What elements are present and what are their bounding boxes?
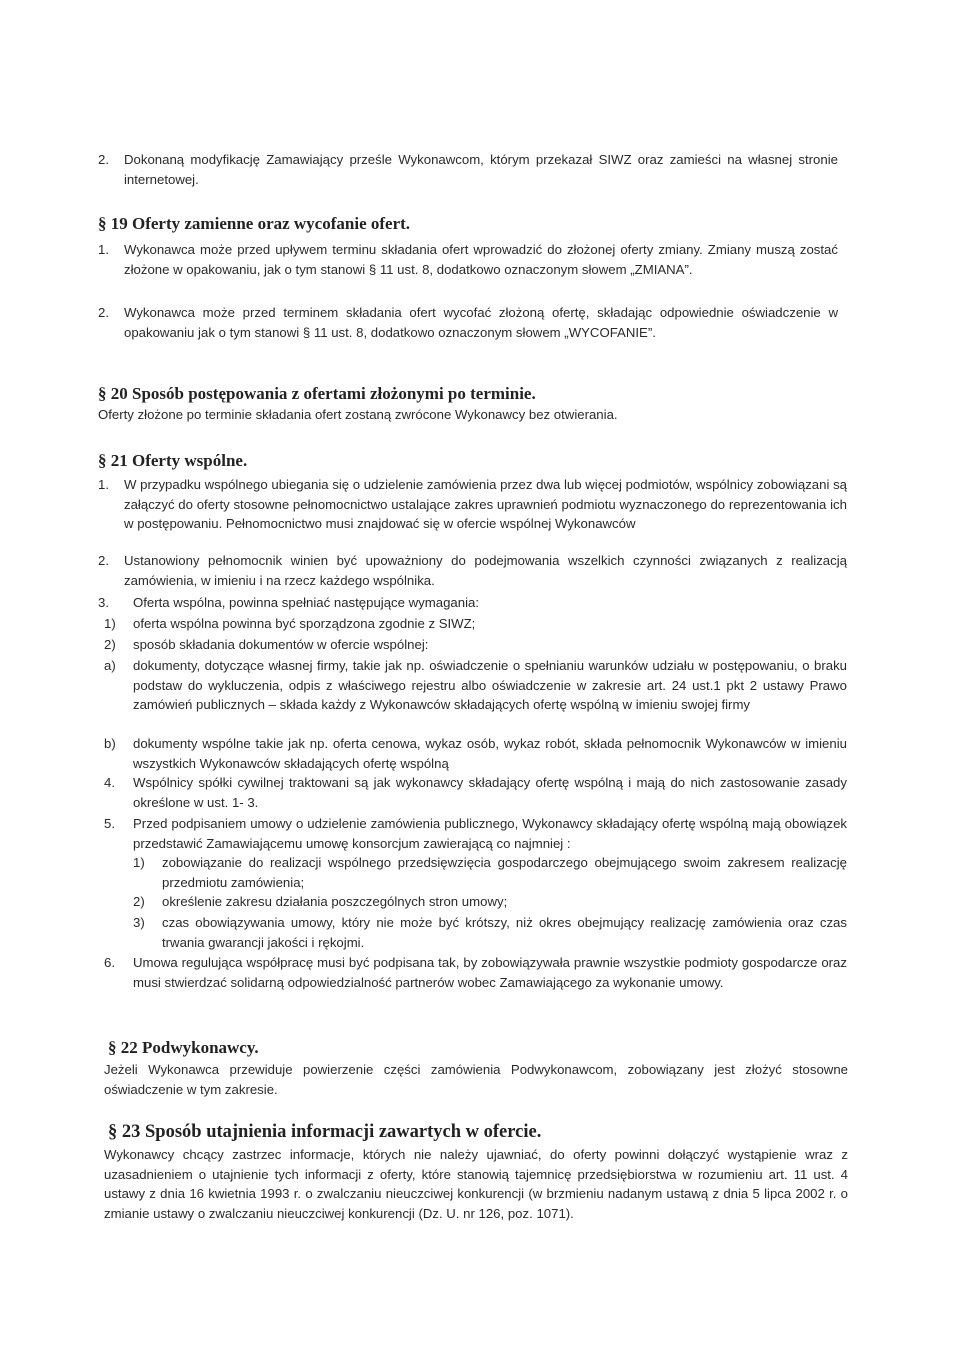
- list-number: 2.: [98, 305, 109, 320]
- list-item: oferta wspólna powinna być sporządzona zgodnie z SIWZ;: [133, 616, 476, 631]
- list-number: 2.: [98, 152, 109, 167]
- section-heading-19: § 19 Oferty zamienne oraz wycofanie ofert.: [98, 214, 411, 233]
- paragraph-late-offers: Oferty złożone po terminie składania ofert zostaną zwrócone Wykonawcy bez otwierania.: [98, 407, 618, 422]
- paragraph-joint-power: W przypadku wspólnego ubiegania się o udzielenie zamówienia przez dwa lub więcej podmiotów, wspólnicy zobowiązani są załączyć do oferty stosowne pełnomocnictwo ustalające zakres uprawnień podmiotu wyznaczonego do reprezentowania ich w postępowaniu. Pełnomocnictwo musi znajdować się w ofercie wspólnej Wykonawców: [124, 477, 847, 531]
- paragraph-changes: Wykonawca może przed upływem terminu składania ofert wprowadzić do złożonej oferty zmiany. Zmiany muszą zostać złożone w opakowaniu, jak o tym stanowi § 11 ust. 8, dodatkowo oznaczonym słowem „ZMIANA”.: [124, 242, 838, 277]
- list-item: sposób składania dokumentów w ofercie wspólnej:: [133, 637, 429, 652]
- list-item: czas obowiązywania umowy, który nie może być krótszy, niż okres obejmujący realizację zamówienia oraz czas trwania gwarancji jakości i rękojmi.: [162, 915, 847, 950]
- list-number: 3.: [98, 595, 109, 610]
- paragraph-representative: Ustanowiony pełnomocnik winien być upoważniony do podejmowania wszelkich czynności związanych z realizacją zamówienia, w imieniu i na rzecz każdego wspólnika.: [124, 553, 847, 588]
- list-number: a): [104, 658, 116, 673]
- section-heading-21: § 21 Oferty wspólne.: [98, 451, 248, 470]
- section-heading-23: § 23 Sposób utajnienia informacji zawartych w ofercie.: [108, 1122, 542, 1142]
- list-number: 1): [133, 855, 145, 870]
- section-heading-20: § 20 Sposób postępowania z ofertami złożonymi po terminie.: [98, 384, 536, 403]
- list-number: b): [104, 736, 116, 751]
- list-number: 1): [104, 616, 116, 631]
- paragraph-modification-notice: Dokonaną modyfikację Zamawiający prześle Wykonawcom, którym przekazał SIWZ oraz zamieści na własnej stronie internetowej.: [124, 152, 838, 187]
- paragraph-joint-requirements: Oferta wspólna, powinna spełniać następujące wymagania:: [133, 595, 480, 610]
- list-number: 2): [104, 637, 116, 652]
- list-number: 4.: [104, 775, 115, 790]
- paragraph-civil-partnership: Wspólnicy spółki cywilnej traktowani są jak wykonawcy składający ofertę wspólną i mają do nich zastosowanie zasady określone w ust. 1- 3.: [133, 775, 847, 810]
- list-item: dokumenty, dotyczące własnej firmy, takie jak np. oświadczenie o spełnianiu warunków udziału w postępowaniu, o braku podstaw do wykluczenia, odpis z właściwego rejestru albo oświadczenie w zakresie art. 24 ust.1 pkt 2 ustawy Prawo zamówień publicznych – składa każdy z Wykonawców składających ofertę wspólną w imieniu swojej firmy: [133, 658, 847, 712]
- list-number: 1.: [98, 477, 109, 492]
- paragraph-agreement-binding: Umowa regulująca współpracę musi być podpisana tak, by zobowiązywała prawnie wszystkie podmioty gospodarcze oraz musi stwierdzać solidarną odpowiedzialność partnerów wobec Zamawiającego za wykonanie umowy.: [133, 955, 847, 990]
- list-number: 5.: [104, 816, 115, 831]
- list-item: dokumenty wspólne takie jak np. oferta cenowa, wykaz osób, wykaz robót, składa pełnomocnik Wykonawców w imieniu wszystkich Wykonawców składających ofertę wspólną: [133, 736, 847, 771]
- list-item: zobowiązanie do realizacji wspólnego przedsięwzięcia gospodarczego obejmującego swoim zakresem realizację przedmiotu zamówienia;: [162, 855, 847, 890]
- paragraph-consortium-agreement: Przed podpisaniem umowy o udzielenie zamówienia publicznego, Wykonawcy składający ofertę wspólną mają obowiązek przedstawić Zamawiającemu umowę konsorcjum zawierającą co najmniej :: [133, 816, 847, 851]
- paragraph-subcontractors: Jeżeli Wykonawca przewiduje powierzenie części zamówienia Podwykonawcom, zobowiązany jest złożyć stosowne oświadczenie w tym zakresie.: [104, 1062, 848, 1097]
- paragraph-confidentiality: Wykonawcy chcący zastrzec informacje, których nie należy ujawniać, do oferty powinni dołączyć wystąpienie wraz z uzasadnieniem o utajnienie tych informacji z oferty, które stanowią tajemnicę przedsiębiorstwa w rozumieniu art. 11 ust. 4 ustawy z dnia 16 kwietnia 1993 r. o zwalczaniu nieuczciwej konkurencji (w brzmieniu nadanym ustawą z dnia 5 lipca 2002 r. o zmianie ustawy o zwalczaniu nieuczciwej konkurencji (Dz. U. nr 126, poz. 1071).: [104, 1147, 848, 1221]
- section-heading-22: § 22 Podwykonawcy.: [108, 1038, 259, 1057]
- paragraph-withdrawal: Wykonawca może przed terminem składania ofert wycofać złożoną ofertę, składając odpowiednie oświadczenie w opakowaniu jak o tym stanowi § 11 ust. 8, dodatkowo oznaczonym słowem „WYCOFANIE”.: [124, 305, 838, 340]
- list-item: określenie zakresu działania poszczególnych stron umowy;: [162, 894, 508, 909]
- list-number: 1.: [98, 242, 109, 257]
- list-number: 6.: [104, 955, 115, 970]
- list-number: 2.: [98, 553, 109, 568]
- list-number: 2): [133, 894, 145, 909]
- list-number: 3): [133, 915, 145, 930]
